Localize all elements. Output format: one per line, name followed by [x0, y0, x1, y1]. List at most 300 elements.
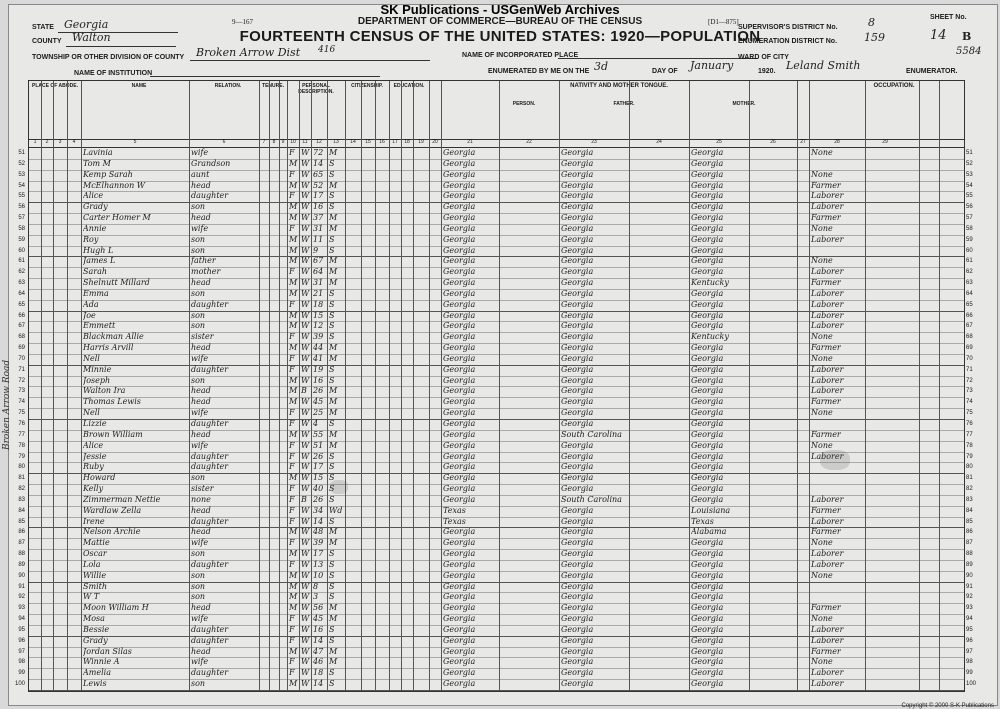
cell-sex: M: [289, 679, 298, 689]
cell-ms: S: [329, 559, 335, 569]
line-number-left: 53: [18, 171, 25, 178]
cell-name: Sarah: [83, 267, 107, 277]
cell-ms: M: [329, 180, 338, 190]
line-number-left: 59: [18, 236, 25, 243]
cell-occ: Laborer: [811, 668, 844, 678]
cell-sex: M: [289, 549, 298, 559]
line-number-right: 95: [966, 626, 973, 633]
cell-mbirth: Georgia: [691, 451, 724, 461]
cell-rel: daughter: [191, 191, 229, 201]
cell-ms: S: [329, 234, 335, 244]
supervisor-district-label: SUPERVISOR'S DISTRICT No.: [738, 24, 838, 31]
line-number-right: 72: [966, 377, 973, 384]
line-number-left: 92: [18, 594, 25, 601]
cell-age: 55: [313, 429, 324, 439]
line-number-right: 64: [966, 290, 973, 297]
cell-occ: None: [811, 408, 833, 418]
cell-age: 56: [313, 603, 324, 613]
cell-race: W: [301, 419, 310, 428]
cell-rel: sister: [191, 484, 214, 494]
cell-age: 3: [313, 592, 319, 602]
line-number-right: 97: [966, 648, 973, 655]
cell-ms: S: [329, 375, 335, 385]
cell-mbirth: Georgia: [691, 473, 724, 483]
cell-fbirth: Georgia: [561, 288, 594, 298]
cell-occ: Laborer: [811, 494, 844, 504]
column-number: 23: [591, 139, 597, 145]
cell-rel: son: [191, 549, 206, 559]
cell-occ: Farmer: [811, 646, 841, 656]
cell-name: Minnie: [83, 364, 112, 374]
line-number-left: 90: [18, 572, 25, 579]
cell-race: W: [301, 180, 310, 190]
line-number-left: 55: [18, 193, 25, 200]
cell-sex: F: [289, 559, 295, 569]
cell-occ: [811, 419, 865, 429]
cell-mbirth: Georgia: [691, 397, 724, 407]
cell-race: W: [301, 375, 310, 385]
cell-fbirth: Georgia: [561, 581, 594, 591]
line-number-right: 75: [966, 410, 973, 417]
cell-race: W: [301, 288, 310, 298]
cell-name: Winnie A: [83, 657, 120, 667]
enumeration-district-label: ENUMERATION DISTRICT No.: [738, 38, 838, 45]
line-number-right: 58: [966, 225, 973, 232]
cell-birth: Georgia: [443, 321, 476, 331]
cell-fbirth: Georgia: [561, 267, 594, 277]
cell-mbirth: Georgia: [691, 679, 724, 689]
township-value: Broken Arrow Dist: [196, 46, 301, 59]
cell-occ: Laborer: [811, 288, 844, 298]
cell-age: 25: [313, 408, 324, 418]
cell-ms: S: [329, 473, 335, 483]
cell-rel: son: [191, 245, 206, 255]
line-number-right: 52: [966, 160, 973, 167]
cell-birth: Georgia: [443, 570, 476, 580]
cell-name: Ruby: [83, 462, 104, 472]
column-number: 5: [133, 139, 137, 145]
cell-fbirth: Georgia: [561, 570, 594, 580]
header-name: NAME: [131, 83, 147, 89]
cell-race: W: [301, 191, 310, 201]
cell-race: W: [301, 223, 310, 233]
cell-age: 14: [313, 635, 324, 645]
line-number-right: 92: [966, 594, 973, 601]
column-number: 22: [526, 139, 532, 145]
column-number: 20: [432, 139, 438, 145]
cell-occ: None: [811, 353, 833, 363]
cell-occ: Farmer: [811, 429, 841, 439]
cell-name: Nell: [83, 353, 100, 363]
line-number-right: 73: [966, 388, 973, 395]
cell-race: W: [301, 559, 310, 569]
enumerated-by-label: ENUMERATED BY ME ON THE: [488, 68, 590, 75]
cell-age: 14: [313, 516, 324, 526]
incorporated-place-label: NAME OF INCORPORATED PLACE: [462, 52, 579, 59]
cell-race: W: [301, 440, 310, 450]
cell-occ: Laborer: [811, 375, 844, 385]
cell-age: 47: [313, 646, 324, 656]
line-number-right: 70: [966, 355, 973, 362]
cell-ms: M: [329, 256, 338, 266]
cell-name: Brown William: [83, 429, 143, 439]
cell-age: 12: [313, 321, 324, 331]
cell-age: 39: [313, 332, 324, 342]
cell-name: Joe: [83, 310, 96, 320]
line-number-left: 58: [18, 225, 25, 232]
cell-sex: M: [289, 397, 298, 407]
cell-race: W: [301, 202, 310, 212]
line-number-right: 98: [966, 659, 973, 666]
cell-ms: S: [329, 169, 335, 179]
subheader-mother: MOTHER.: [732, 101, 756, 107]
cell-age: 19: [313, 364, 324, 374]
cell-ms: M: [329, 343, 338, 353]
cell-occ: None: [811, 614, 833, 624]
cell-fbirth: Georgia: [561, 213, 594, 223]
column-number: 12: [316, 139, 322, 145]
cell-race: W: [301, 484, 310, 494]
cell-mbirth: Georgia: [691, 353, 724, 363]
cell-mbirth: Georgia: [691, 310, 724, 320]
cell-rel: wife: [191, 440, 209, 450]
line-number-right: 61: [966, 258, 973, 265]
cell-rel: son: [191, 202, 206, 212]
cell-fbirth: Georgia: [561, 646, 594, 656]
enumeration-district-value: 159: [864, 31, 885, 44]
cell-sex: M: [289, 527, 298, 537]
cell-race: W: [301, 310, 310, 320]
cell-fbirth: Georgia: [561, 462, 594, 472]
cell-name: Kemp Sarah: [83, 169, 133, 179]
cell-occ: Laborer: [811, 364, 844, 374]
cell-name: McElhannon W: [83, 180, 146, 190]
cell-birth: Georgia: [443, 202, 476, 212]
cell-sex: F: [289, 516, 295, 526]
cell-sex: F: [289, 505, 295, 515]
column-number: 26: [770, 139, 776, 145]
cell-race: W: [301, 148, 310, 157]
line-number-left: 63: [18, 280, 25, 287]
cell-sex: M: [289, 375, 298, 385]
cell-sex: F: [289, 657, 295, 667]
cell-name: W T: [83, 592, 100, 602]
cell-rel: head: [191, 603, 211, 613]
cell-name: Thomas Lewis: [83, 397, 141, 407]
cell-age: 8: [313, 581, 319, 591]
line-number-left: 69: [18, 345, 25, 352]
cell-mbirth: Georgia: [691, 245, 724, 255]
cell-rel: head: [191, 429, 211, 439]
cell-race: B: [301, 386, 307, 396]
line-number-right: 71: [966, 366, 973, 373]
cell-name: Smith: [83, 581, 107, 591]
cell-age: 72: [313, 148, 324, 157]
cell-sex: F: [289, 440, 295, 450]
cell-rel: son: [191, 310, 206, 320]
cell-occ: Farmer: [811, 527, 841, 537]
cell-name: Oscar: [83, 549, 107, 559]
cell-ms: S: [329, 191, 335, 201]
cell-sex: M: [289, 343, 298, 353]
header-place-of-abode: PLACE OF ABODE.: [32, 83, 78, 89]
cell-race: B: [301, 494, 307, 504]
cell-name: Tom M: [83, 158, 111, 168]
cell-fbirth: Georgia: [561, 559, 594, 569]
cell-age: 21: [313, 288, 324, 298]
cell-fbirth: Georgia: [561, 191, 594, 201]
cell-birth: Georgia: [443, 169, 476, 179]
cell-rel: daughter: [191, 624, 229, 634]
cell-birth: Georgia: [443, 624, 476, 634]
state-value: Georgia: [64, 18, 109, 31]
column-number: 11: [302, 139, 308, 145]
cell-ms: M: [329, 408, 338, 418]
cell-fbirth: Georgia: [561, 299, 594, 309]
state-label: STATE: [32, 24, 54, 31]
cell-sex: M: [289, 321, 298, 331]
cell-sex: M: [289, 581, 298, 591]
cell-age: 51: [313, 440, 324, 450]
line-number-right: 67: [966, 323, 973, 330]
cell-age: 17: [313, 191, 324, 201]
cell-age: 11: [313, 234, 324, 244]
side-note: Broken Arrow Road: [2, 359, 12, 450]
column-number-row: [29, 139, 964, 148]
line-number-left: 87: [18, 540, 25, 547]
cell-race: W: [301, 245, 310, 255]
cell-rel: son: [191, 375, 206, 385]
cell-ms: M: [329, 646, 338, 656]
line-number-left: 89: [18, 561, 25, 568]
header-relation: RELATION.: [214, 83, 242, 89]
cell-sex: F: [289, 353, 295, 363]
cell-name: Emma: [83, 288, 109, 298]
cell-race: W: [301, 332, 310, 342]
cell-name: Walton Ira: [83, 386, 126, 396]
line-number-right: 66: [966, 312, 973, 319]
cell-fbirth: Georgia: [561, 516, 594, 526]
cell-sex: M: [289, 603, 298, 613]
cell-rel: wife: [191, 148, 209, 157]
cell-occ: [811, 246, 865, 256]
cell-mbirth: Texas: [691, 516, 714, 526]
column-number: 10: [290, 139, 296, 145]
column-number: 2: [45, 139, 49, 145]
cell-name: Nelson Archie: [83, 527, 141, 537]
cell-name: Lewis: [83, 679, 107, 689]
line-number-right: 56: [966, 204, 973, 211]
line-number-right: 85: [966, 518, 973, 525]
cell-race: W: [301, 603, 310, 613]
cell-rel: sister: [191, 332, 214, 342]
line-number-right: 60: [966, 247, 973, 254]
cell-name: Willie: [83, 570, 107, 580]
header-tenure: TENURE.: [262, 83, 284, 89]
line-number-left: 70: [18, 355, 25, 362]
column-number: 24: [656, 139, 662, 145]
line-number-left: 65: [18, 301, 25, 308]
cell-mbirth: Georgia: [691, 614, 724, 624]
cell-ms: S: [329, 516, 335, 526]
cell-sex: F: [289, 299, 295, 309]
cell-ms: S: [329, 581, 335, 591]
line-number-right: 93: [966, 605, 973, 612]
cell-mbirth: Georgia: [691, 169, 724, 179]
ward-label: WARD OF CITY: [738, 54, 789, 61]
header-personal-description: PERSONAL DESCRIPTION.: [298, 83, 334, 95]
cell-rel: head: [191, 213, 211, 223]
cell-age: 13: [313, 559, 324, 569]
line-number-right: 62: [966, 269, 973, 276]
cell-occ: None: [811, 223, 833, 233]
header-occupation: OCCUPATION.: [873, 83, 915, 89]
cell-birth: Georgia: [443, 429, 476, 439]
cell-occ: None: [811, 332, 833, 342]
column-number: 29: [882, 139, 888, 145]
line-number-right: 87: [966, 540, 973, 547]
cell-name: Ada: [83, 299, 99, 309]
cell-sex: F: [289, 148, 295, 157]
cell-race: W: [301, 549, 310, 559]
cell-ms: S: [329, 288, 335, 298]
cell-rel: daughter: [191, 668, 229, 678]
cell-age: 34: [313, 505, 324, 515]
cell-ms: M: [329, 386, 338, 396]
cell-mbirth: Georgia: [691, 635, 724, 645]
cell-ms: S: [329, 451, 335, 461]
cell-age: 14: [313, 679, 324, 689]
cell-age: 17: [313, 462, 324, 472]
cell-occ: Laborer: [811, 267, 844, 277]
column-number: 19: [418, 139, 424, 145]
line-number-left: 56: [18, 204, 25, 211]
institution-label: NAME OF INSTITUTION: [74, 70, 153, 77]
cell-name: Blackman Allie: [83, 332, 144, 342]
cell-birth: Georgia: [443, 353, 476, 363]
cell-rel: wife: [191, 353, 209, 363]
cell-sex: M: [289, 570, 298, 580]
cell-ms: S: [329, 245, 335, 255]
cell-birth: Georgia: [443, 494, 476, 504]
cell-name: James L: [83, 256, 116, 266]
cell-occ: Laborer: [811, 321, 844, 331]
cell-name: Bessie: [83, 624, 110, 634]
cell-race: W: [301, 657, 310, 667]
cell-birth: Georgia: [443, 440, 476, 450]
column-number: 8: [272, 139, 276, 145]
cell-sex: F: [289, 462, 295, 472]
cell-fbirth: Georgia: [561, 310, 594, 320]
cell-ms: M: [329, 657, 338, 667]
line-number-right: 96: [966, 637, 973, 644]
line-number-left: 64: [18, 290, 25, 297]
cell-ms: S: [329, 635, 335, 645]
cell-birth: Georgia: [443, 603, 476, 613]
cell-birth: Georgia: [443, 592, 476, 602]
cell-fbirth: Georgia: [561, 158, 594, 168]
cell-fbirth: Georgia: [561, 592, 594, 602]
cell-birth: Georgia: [443, 299, 476, 309]
cell-rel: head: [191, 386, 211, 396]
enumerator-name: Leland Smith: [786, 59, 861, 72]
cell-ms: S: [329, 494, 335, 504]
cell-name: Roy: [83, 234, 99, 244]
cell-fbirth: Georgia: [561, 245, 594, 255]
cell-fbirth: Georgia: [561, 635, 594, 645]
line-number-left: 62: [18, 269, 25, 276]
cell-name: Annie: [83, 223, 107, 233]
cell-ms: S: [329, 310, 335, 320]
cell-rel: son: [191, 679, 206, 689]
line-number-right: 79: [966, 453, 973, 460]
cell-age: 15: [313, 310, 324, 320]
cell-birth: Georgia: [443, 559, 476, 569]
line-number-left: 77: [18, 431, 25, 438]
column-number: 13: [333, 139, 339, 145]
cell-fbirth: Georgia: [561, 505, 594, 515]
cell-race: W: [301, 505, 310, 515]
cell-ms: M: [329, 353, 338, 363]
cell-mbirth: Kentucky: [691, 332, 729, 342]
cell-occ: Farmer: [811, 505, 841, 515]
line-number-left: 94: [18, 616, 25, 623]
cell-occ: Laborer: [811, 624, 844, 634]
cell-name: Lavinia: [83, 148, 113, 157]
header-education: EDUCATION.: [393, 83, 425, 89]
cell-fbirth: Georgia: [561, 549, 594, 559]
cell-fbirth: Georgia: [561, 202, 594, 212]
cell-fbirth: Georgia: [561, 364, 594, 374]
cell-ms: M: [329, 603, 338, 613]
line-number-right: 74: [966, 399, 973, 406]
cell-rel: wife: [191, 614, 209, 624]
cell-name: Moon William H: [83, 603, 149, 613]
line-number-right: 100: [966, 681, 977, 688]
cell-rel: head: [191, 397, 211, 407]
cell-ms: M: [329, 538, 338, 548]
cell-age: 41: [313, 353, 324, 363]
cell-birth: Georgia: [443, 343, 476, 353]
column-number: 4: [72, 139, 76, 145]
cell-occ: None: [811, 169, 833, 179]
cell-mbirth: Louisiana: [691, 505, 731, 515]
cell-age: 52: [313, 180, 324, 190]
line-number-right: 65: [966, 301, 973, 308]
line-number-right: 81: [966, 475, 973, 482]
cell-age: 40: [313, 484, 324, 494]
line-number-right: 69: [966, 345, 973, 352]
cell-birth: Georgia: [443, 408, 476, 418]
enumeration-day: 3d: [594, 60, 609, 73]
cell-age: 4: [313, 419, 319, 428]
cell-occ: Farmer: [811, 213, 841, 223]
cell-fbirth: Georgia: [561, 451, 594, 461]
cell-age: 31: [313, 278, 324, 288]
cell-ms: M: [329, 267, 338, 277]
cell-fbirth: Georgia: [561, 440, 594, 450]
line-number-right: 55: [966, 193, 973, 200]
cell-ms: M: [329, 223, 338, 233]
cell-race: W: [301, 158, 310, 168]
cell-name: Joseph: [83, 375, 111, 385]
cell-mbirth: Georgia: [691, 180, 724, 190]
line-number-left: 91: [18, 583, 25, 590]
column-number: 15: [365, 139, 371, 145]
cell-race: W: [301, 267, 310, 277]
cell-age: 16: [313, 375, 324, 385]
cell-sex: F: [289, 223, 295, 233]
